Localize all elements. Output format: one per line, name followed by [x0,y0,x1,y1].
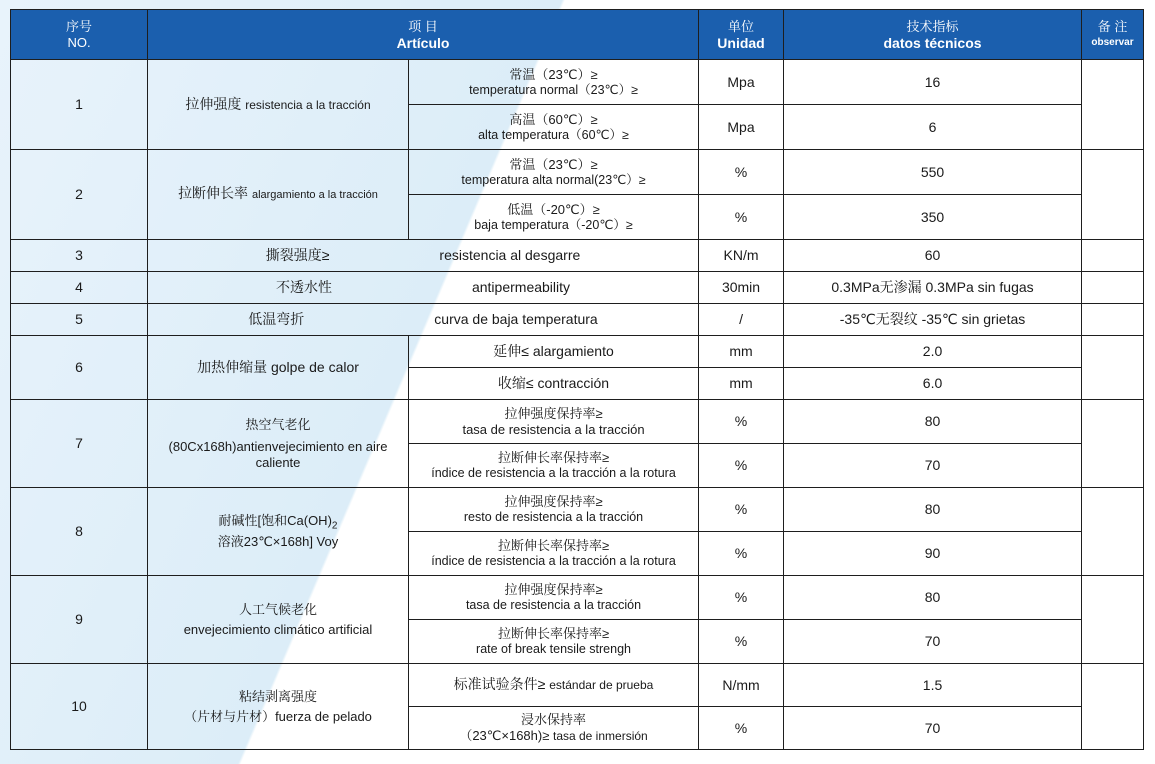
unit-cell: % [699,444,784,488]
item-name [148,240,699,272]
remark-cell [1082,576,1144,664]
value-cell: 0.3MPa无渗漏 0.3MPa sin fugas [784,272,1082,304]
condition [409,444,699,488]
row-number: 9 [11,576,148,664]
header-item [148,10,699,60]
condition [409,150,699,195]
item-name [148,400,409,488]
unit-cell: Mpa [699,105,784,150]
spec-table [10,9,1144,750]
value-cell: 70 [784,707,1082,750]
remark-cell [1082,150,1144,240]
remark-cell [1082,488,1144,576]
condition: 延伸≤ alargamiento [409,336,699,368]
condition-zh: 常温（23℃）≥ [509,156,598,172]
item-name [148,576,409,664]
remark-cell [1082,400,1144,488]
condition [409,576,699,620]
item-es: curva de baja temperatura [434,311,598,327]
item-zh: 耐碱性[饱和Ca(OH) [218,512,332,528]
row-number: 5 [11,304,148,336]
row-number: 2 [11,150,148,240]
header-no-es: NO. [67,34,91,50]
unit-cell: % [699,150,784,195]
unit-cell: % [699,488,784,532]
value-cell: 350 [784,195,1082,240]
table-row [11,150,1144,195]
item-zh: 撕裂强度≥ [265,247,330,263]
value-cell: 2.0 [784,336,1082,368]
item-name [148,60,409,150]
table-row [11,272,1144,304]
condition [409,707,699,750]
remark-cell [1082,60,1144,150]
header-spec-zh: 技术指标 [906,18,959,34]
table-row [11,304,1144,336]
header-remark [1082,10,1144,60]
header-spec [784,10,1082,60]
row-number: 6 [11,336,148,400]
item-es: envejecimiento climático artificial [183,621,373,637]
header-spec-es: datos técnicos [883,34,982,51]
unit-cell: % [699,620,784,664]
value-cell: 90 [784,532,1082,576]
row-number: 4 [11,272,148,304]
condition-zh: 高温（60℃）≥ [509,111,598,127]
header-row [11,10,1144,60]
value-cell: 550 [784,150,1082,195]
row-number: 1 [11,60,148,150]
value-cell: 16 [784,60,1082,105]
unit-cell: % [699,400,784,444]
condition-es: estándar de prueba [549,678,654,692]
condition [409,105,699,150]
header-unit-zh: 单位 [728,18,755,34]
remark-cell [1082,304,1144,336]
value-cell: 1.5 [784,664,1082,707]
row-number: 7 [11,400,148,488]
condition-zh2: （23℃×168h)≥ [459,728,550,743]
header-unit [699,10,784,60]
row-number: 8 [11,488,148,576]
item-zh: 不透水性 [275,279,332,295]
condition-es: índice de resistencia a la tracción a la rotura [431,466,676,480]
value-cell: 80 [784,488,1082,532]
item-es: alargamiento a la tracción [251,189,378,201]
item-es: (80Cx168h)antienvejecimiento en aire caliente [168,438,388,470]
condition-es: tasa de resistencia a la tracción [465,598,642,612]
value-cell: 70 [784,620,1082,664]
item-name [148,336,409,400]
item-es: antipermeability [471,279,571,295]
header-no [11,10,148,60]
item-zh: 拉伸强度 [185,95,242,112]
item-zh: 粘结剥离强度 [238,688,317,704]
condition-zh: 常温（23℃）≥ [509,66,598,82]
condition-es: temperatura normal（23℃）≥ [469,82,638,97]
item-zh: 加热伸缩量 [197,359,268,375]
item-zh: 热空气老化 [245,416,311,432]
remark-cell [1082,336,1144,400]
unit-cell: Mpa [699,60,784,105]
item-zh: 拉断伸长率 [178,185,249,201]
condition-line2 [413,728,694,744]
condition [409,195,699,240]
item-name [148,272,699,304]
unit-cell: % [699,707,784,750]
condition-zh: 拉伸强度保持率≥ [504,494,603,509]
condition: 收缩≤ contracción [409,368,699,400]
header-item-zh: 项 目 [408,18,438,34]
header-remark-zh: 备 注 [1097,18,1128,34]
condition-es: rate of break tensile strengh [476,642,631,656]
condition-es: índice de resistencia a la tracción a la rotura [431,554,676,568]
table-row [11,400,1144,444]
table-row [11,336,1144,368]
value-cell: 80 [784,400,1082,444]
condition [409,532,699,576]
condition-es: alta temperatura（60℃）≥ [478,127,629,142]
item-zh: 人工气候老化 [238,601,317,617]
header-item-es: Artículo [396,34,450,51]
unit-cell: mm [699,336,784,368]
value-cell: -35℃无裂纹 -35℃ sin grietas [784,304,1082,336]
row-number: 3 [11,240,148,272]
table-row [11,240,1144,272]
condition-es: tasa de inmersión [552,729,648,743]
condition [409,664,699,707]
unit-cell: % [699,576,784,620]
condition [409,620,699,664]
condition-zh: 拉断伸长率保持率≥ [497,626,610,641]
item-es: （片材与片材）fuerza de pelado [184,708,372,724]
value-cell: 6.0 [784,368,1082,400]
condition-es: temperatura alta normal(23℃）≥ [461,172,646,187]
item-subscript: 2 [331,520,338,532]
table-row [11,60,1144,105]
condition-zh: 拉断伸长率保持率≥ [497,450,610,465]
remark-cell [1082,272,1144,304]
condition [409,488,699,532]
condition-zh: 拉伸强度保持率≥ [504,405,603,421]
table-row [11,664,1144,707]
unit-cell: % [699,195,784,240]
item-es: golpe de calor [270,359,359,375]
unit-cell: mm [699,368,784,400]
value-cell: 80 [784,576,1082,620]
item-es: resistencia al desgarre [439,247,581,263]
condition-zh: 低温（-20℃）≥ [507,201,600,217]
header-remark-es: observar [1091,36,1134,48]
item-zh-line2: 溶液23℃×168h] Voy [217,534,339,550]
value-cell: 6 [784,105,1082,150]
unit-cell: % [699,532,784,576]
header-unit-es: Unidad [717,34,765,51]
item-name [148,488,409,576]
item-zh: 低温弯折 [248,311,305,327]
condition-es: baja temperatura（-20℃）≥ [474,217,633,232]
condition [409,60,699,105]
unit-cell: / [699,304,784,336]
item-name [148,150,409,240]
remark-cell [1082,664,1144,750]
header-no-zh: 序号 [65,18,92,34]
remark-cell [1082,240,1144,272]
condition-es: resto de resistencia a la tracción [463,510,644,524]
condition-zh: 浸水保持率 [521,712,587,727]
value-cell: 60 [784,240,1082,272]
unit-cell: 30min [699,272,784,304]
row-number: 10 [11,664,148,750]
item-name [148,304,699,336]
table-row [11,488,1144,532]
table-row [11,576,1144,620]
item-es: resistencia a la tracción [245,97,371,112]
unit-cell: N/mm [699,664,784,707]
item-name [148,664,409,750]
unit-cell: KN/m [699,240,784,272]
item-zh-line1 [152,513,404,535]
condition [409,400,699,444]
condition-zh: 拉伸强度保持率≥ [504,582,603,597]
value-cell: 70 [784,444,1082,488]
condition-zh: 标准试验条件≥ [453,676,546,692]
condition-zh: 拉断伸长率保持率≥ [497,538,610,553]
condition-es: tasa de resistencia a la tracción [462,421,645,437]
